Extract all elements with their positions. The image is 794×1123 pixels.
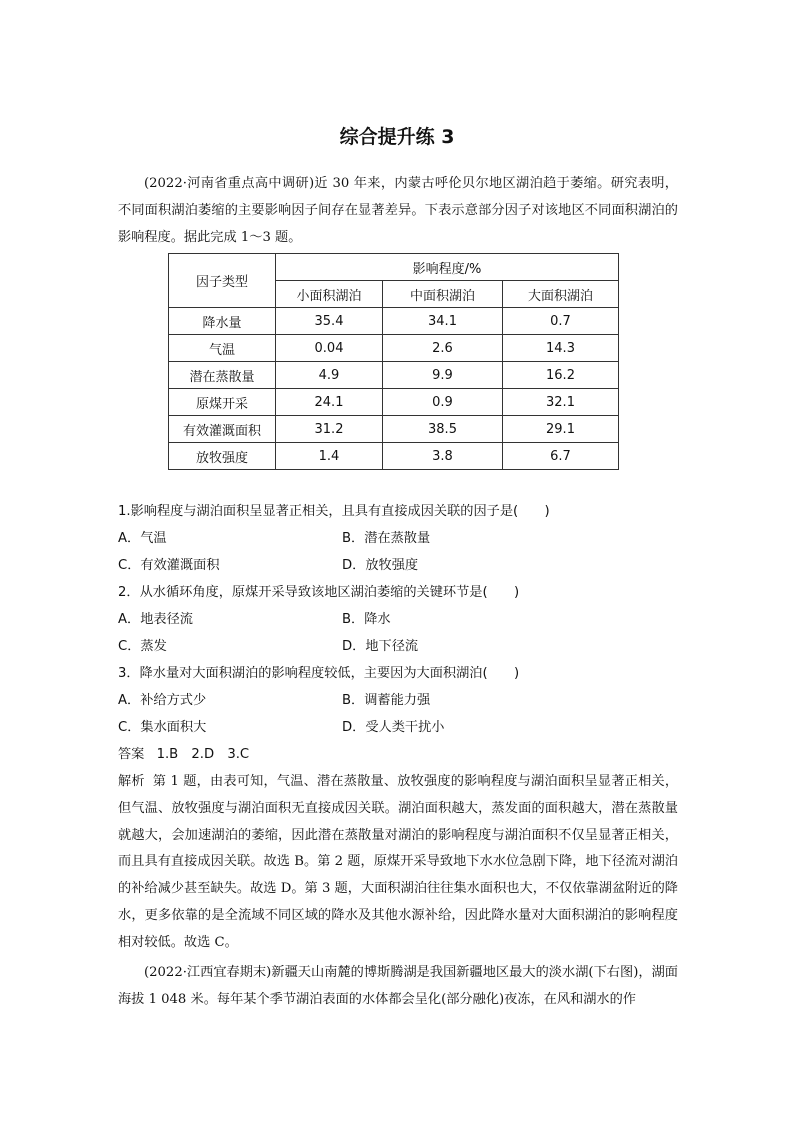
- question-3-options-row-2: [118, 714, 678, 741]
- header-influence: 影响程度/%: [276, 254, 619, 281]
- table-cell: 38.5: [383, 416, 503, 443]
- option-a: A．气温: [118, 531, 167, 546]
- table-cell: 3.8: [383, 443, 503, 470]
- table-cell: 0.9: [383, 389, 503, 416]
- question-2-stem: 2．从水循环角度，原煤开采导致该地区湖泊萎缩的关键环节是( ): [118, 585, 520, 600]
- table-cell: 降水量: [169, 308, 276, 335]
- table-header-row: [169, 254, 619, 281]
- table-row: [169, 335, 619, 362]
- table-cell: 24.1: [276, 389, 383, 416]
- analysis-text: 第 1 题，由表可知，气温、潜在蒸散量、放牧强度的影响程度与湖泊面积呈显著正相关，但气温、放牧强度与湖泊面积无直接成因关联。湖泊面积越大，蒸发面的面积越大，潜在蒸散量就越大，会加速湖泊的萎缩，因此潜在蒸散量对湖泊的影响程度与湖泊面积不仅呈显著正相关，而且具有直接成因关联。故选 B。第 2 题，原煤开采导致地下水水位急剧下降，地下径流对湖泊的补给减少甚至缺失。故选 D。第 3 题，大面积湖泊往往集水面积也大，不仅依靠湖盆附近的降水，更多依靠的是全流域不同区域的降水及其他水源补给，因此降水量对大面积湖泊的影响程度相对较低。故选 C。: [118, 774, 679, 950]
- table-cell: 32.1: [503, 389, 619, 416]
- influence-table: [168, 253, 619, 470]
- option-c: C．蒸发: [118, 639, 167, 654]
- answer-line: [118, 741, 678, 768]
- table-cell: 34.1: [383, 308, 503, 335]
- table-row: [169, 389, 619, 416]
- table-cell: 9.9: [383, 362, 503, 389]
- table-cell: 2.6: [383, 335, 503, 362]
- table-row: [169, 362, 619, 389]
- table-cell: 0.04: [276, 335, 383, 362]
- subheader-medium: 中面积湖泊: [383, 281, 503, 308]
- subheader-small: 小面积湖泊: [276, 281, 383, 308]
- table-cell: 放牧强度: [169, 443, 276, 470]
- question-1-stem: 1.影响程度与湖泊面积呈显著正相关，且具有直接成因关联的因子是( ): [118, 504, 550, 519]
- table-cell: 原煤开采: [169, 389, 276, 416]
- table-cell: 气温: [169, 335, 276, 362]
- answer-label: 答案: [118, 747, 145, 762]
- next-intro-paragraph: (2022·江西宜春期末)新疆天山南麓的博斯腾湖是我国新疆地区最大的淡水湖(下右图)，湖面海拔 1 048 米。每年某个季节湖泊表面的水体都会呈化(部分融化)夜冻，在风和湖水的作: [118, 965, 678, 1007]
- intro-paragraph: (2022·河南省重点高中调研)近 30 年来，内蒙古呼伦贝尔地区湖泊趋于萎缩。研究表明，不同面积湖泊萎缩的主要影响因子间存在显著差异。下表示意部分因子对该地区不同面积湖泊的影响程度。据此完成 1～3 题。: [118, 176, 678, 245]
- table-row: [169, 416, 619, 443]
- page-title: 综合提升练 3: [339, 126, 455, 148]
- table-cell: 14.3: [503, 335, 619, 362]
- question-2-options-row-1: [118, 606, 678, 633]
- table-cell: 29.1: [503, 416, 619, 443]
- option-b: B．潜在蒸散量: [342, 531, 431, 546]
- question-3-options-row-1: [118, 687, 678, 714]
- subheader-large: 大面积湖泊: [503, 281, 619, 308]
- question-block: [118, 498, 678, 768]
- option-d: D．放牧强度: [342, 558, 419, 573]
- table-cell: 1.4: [276, 443, 383, 470]
- question-1-options-row-1: [118, 525, 678, 552]
- question-3-stem: 3．降水量对大面积湖泊的影响程度较低，主要因为大面积湖泊( ): [118, 666, 520, 681]
- option-c: C．集水面积大: [118, 720, 207, 735]
- option-a: A．补给方式少: [118, 693, 207, 708]
- option-d: D．地下径流: [342, 639, 419, 654]
- option-a: A．地表径流: [118, 612, 193, 627]
- question-1-options-row-2: [118, 552, 678, 579]
- analysis-label: 解析: [118, 774, 145, 789]
- option-b: B．调蓄能力强: [342, 693, 431, 708]
- table-cell: 0.7: [503, 308, 619, 335]
- question-2-options-row-2: [118, 633, 678, 660]
- table-row: [169, 443, 619, 470]
- table-cell: 35.4: [276, 308, 383, 335]
- table-cell: 31.2: [276, 416, 383, 443]
- table-cell: 潜在蒸散量: [169, 362, 276, 389]
- answer-text: 1.B 2.D 3.C: [156, 747, 250, 762]
- table-cell: 6.7: [503, 443, 619, 470]
- option-c: C．有效灌溉面积: [118, 558, 220, 573]
- table-cell: 有效灌溉面积: [169, 416, 276, 443]
- option-d: D．受人类干扰小: [342, 720, 445, 735]
- table-row: [169, 308, 619, 335]
- table-cell: 16.2: [503, 362, 619, 389]
- analysis-paragraph: [118, 769, 678, 957]
- table-cell: 4.9: [276, 362, 383, 389]
- header-factor: 因子类型: [169, 254, 276, 308]
- option-b: B．降水: [342, 612, 391, 627]
